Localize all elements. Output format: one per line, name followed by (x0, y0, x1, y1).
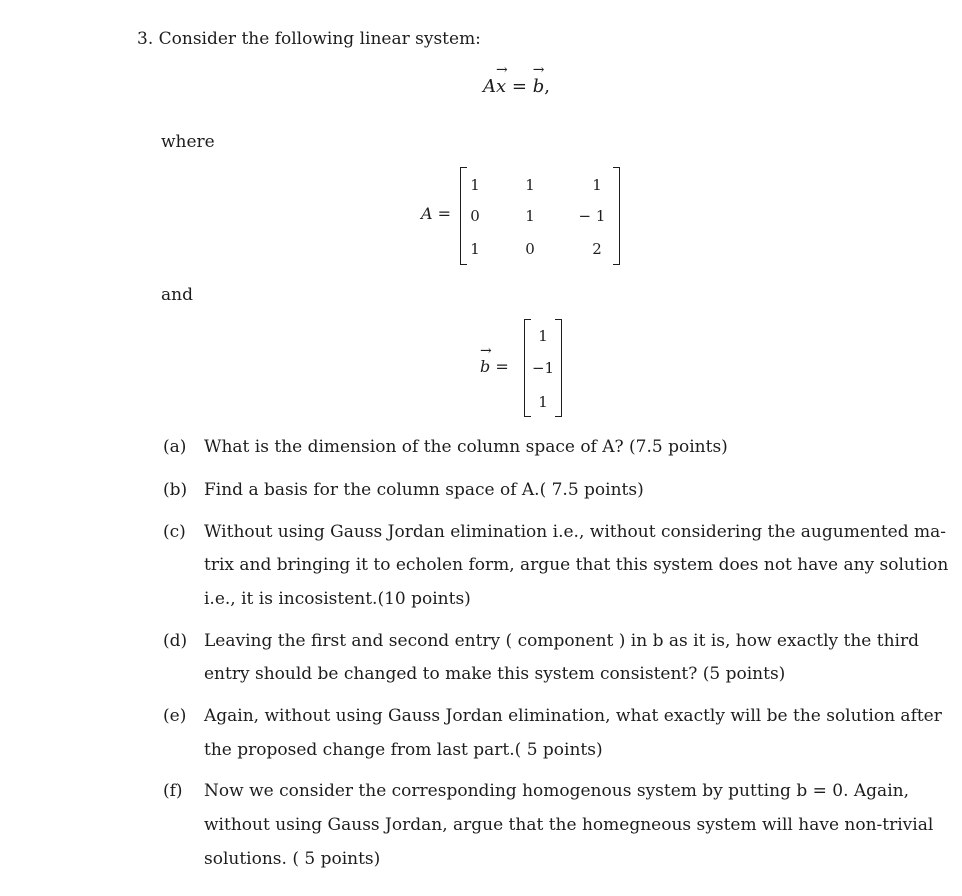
equation-trailing-comma: , (544, 76, 550, 97)
part-b-letter: (b) (163, 480, 188, 500)
problem-intro: Consider the following linear system: (158, 29, 481, 49)
vector-arrow-icon: → (532, 62, 545, 78)
matrix-a-cell: 1 (525, 176, 535, 194)
part-d-letter: (d) (163, 631, 188, 651)
part-f-line: without using Gauss Jordan, argue that the homegneous system will have non-trivial (204, 815, 934, 835)
vector-b-cell: −1 (531, 359, 555, 377)
vector-b-symbol-wrap (480, 343, 492, 376)
matrix-a-cell: 2 (592, 240, 602, 258)
vector-arrow-icon: → (480, 343, 492, 359)
vector-b-cell: 1 (538, 327, 548, 345)
matrix-a-cell: 1 (525, 207, 535, 225)
matrix-a-cell: 1 (470, 176, 480, 194)
where-label: where (161, 132, 215, 152)
equation-b-symbol: b (532, 76, 545, 97)
part-a-line: What is the dimension of the column space of A? (7.5 points) (204, 437, 728, 457)
vector-b-right-bracket (555, 319, 562, 417)
part-c-line: i.e., it is incosistent.(10 points) (204, 589, 471, 609)
part-f-letter: (f) (163, 781, 183, 801)
matrix-a-right-bracket (613, 167, 620, 265)
part-e-letter: (e) (163, 706, 187, 726)
part-c-line: Without using Gauss Jordan elimination i.e., without considering the augumented ma- (204, 522, 947, 542)
matrix-a-cell: 1 (470, 240, 480, 258)
matrix-a-cell: − 1 (578, 207, 606, 225)
equation-matrix-symbol: A (483, 76, 496, 97)
part-d-line: entry should be changed to make this system consistent? (5 points) (204, 664, 786, 684)
equation-b-vector (532, 62, 545, 97)
part-e-line: the proposed change from last part.( 5 points) (204, 740, 603, 760)
part-c-letter: (c) (163, 522, 186, 542)
matrix-a-cell: 0 (470, 207, 480, 225)
and-label: and (161, 285, 193, 305)
vector-arrow-icon: → (496, 62, 508, 78)
problem-heading (137, 28, 481, 50)
vector-b-equals: = (495, 357, 509, 376)
vector-b-symbol: b (480, 357, 491, 376)
part-d-line: Leaving the first and second entry ( component ) in b as it is, how exactly the third (204, 631, 919, 651)
vector-b-label (480, 343, 509, 376)
problem-number: 3. (137, 29, 154, 49)
part-f-line: solutions. ( 5 points) (204, 849, 381, 869)
matrix-a-symbol: A (421, 204, 433, 223)
part-a-letter: (a) (163, 437, 187, 457)
system-equation (483, 62, 550, 97)
matrix-a-cell: 1 (592, 176, 602, 194)
matrix-a-equals: = (437, 204, 452, 223)
part-f-line: Now we consider the corresponding homogenous system by putting b = 0. Again, (204, 781, 909, 801)
vector-b-cell: 1 (538, 393, 548, 411)
equation-x-vector (496, 62, 508, 97)
part-c-line: trix and bringing it to echolen form, argue that this system does not have any solution (204, 555, 949, 575)
part-b-line: Find a basis for the column space of A.( 7.5 points) (204, 480, 644, 500)
matrix-a-label (421, 204, 451, 223)
matrix-a-cell: 0 (525, 240, 535, 258)
part-e-line: Again, without using Gauss Jordan elimination, what exactly will be the solution after (204, 706, 942, 726)
equation-equals: = (511, 76, 527, 97)
equation-x-symbol: x (496, 76, 507, 97)
